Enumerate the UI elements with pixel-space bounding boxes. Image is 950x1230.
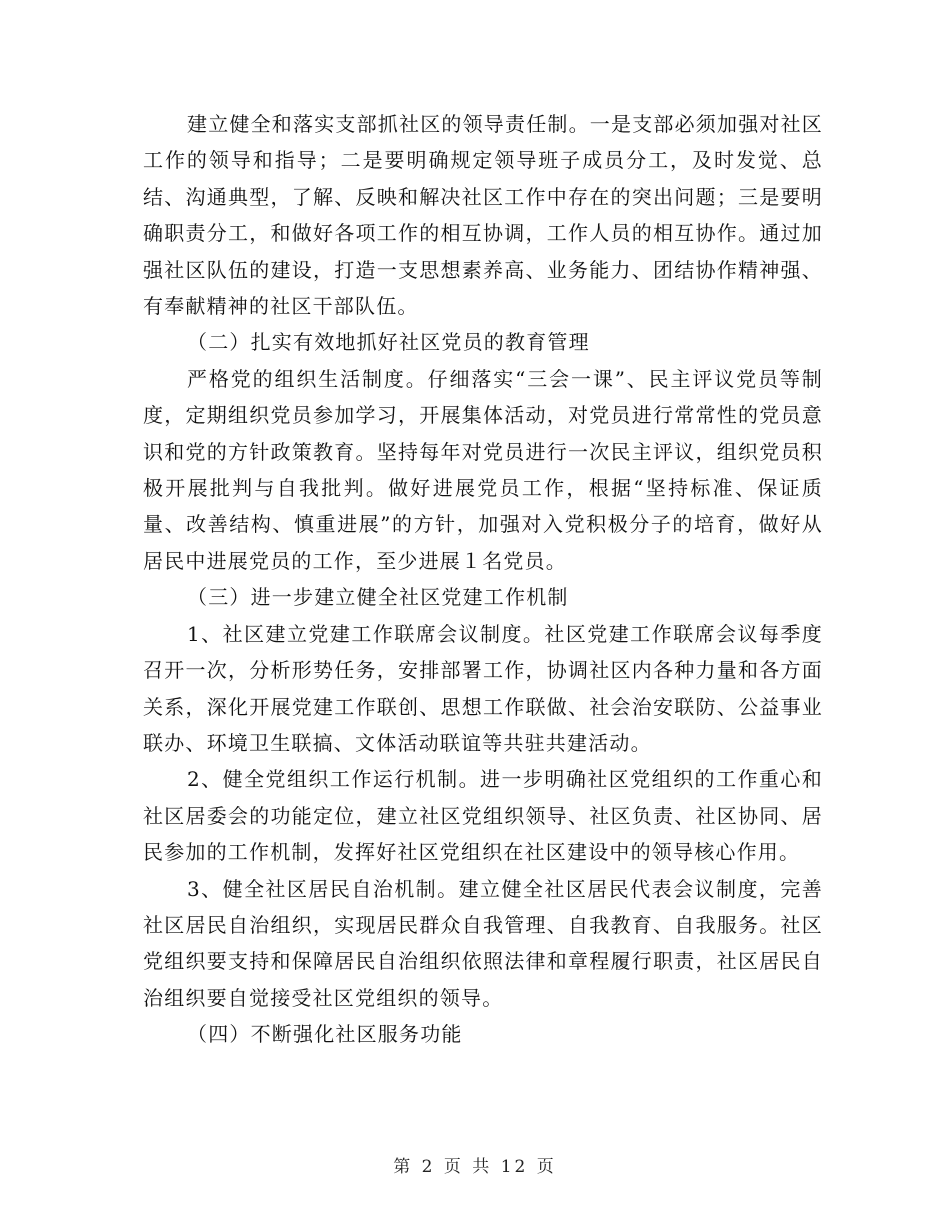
page-footer xyxy=(0,1152,950,1177)
document-body xyxy=(143,106,823,1053)
paragraph-organizational-life: 严格党的组织生活制度。仔细落实“三会一课”、民主评议党员等制度，定期组织党员参加学习，开展集体活动，对党员进行常常性的党员意识和党的方针政策教育。坚持每年对党员进行一次民主评议，组织党员积极开展批判与自我批判。做好进展党员工作，根据“坚持标准、保证质量、改善结构、慎重进展”的方针，加强对入党积极分子的培育，做好从居民中进展党员的工作，至少进展１名党员。 xyxy=(143,366,823,573)
section-heading-4: （四）不断强化社区服务功能 xyxy=(187,1022,463,1047)
paragraph-joint-meeting: 1、社区建立党建工作联席会议制度。社区党建工作联席会议每季度召开一次，分析形势任务，安排部署工作，协调社区内各种力量和各方面关系，深化开展党建工作联创、思想工作联做、社会治安联防、公益事业联办、环境卫生联搞、文体活动联谊等共驻共建活动。 xyxy=(143,621,823,755)
section-heading-3: （三）进一步建立健全社区党建工作机制 xyxy=(187,585,569,610)
paragraph-leadership-responsibility: 建立健全和落实支部抓社区的领导责任制。一是支部必须加强对社区工作的领导和指导；二是要明确规定领导班子成员分工，及时发觉、总结、沟通典型，了解、反映和解决社区工作中存在的突出问题；三是要明确职责分工，和做好各项工作的相互协调，工作人员的相互协作。通过加强社区队伍的建设，打造一支思想素养高、业务能力、团结协作精神强、有奉献精神的社区干部队伍。 xyxy=(143,112,823,319)
paragraph-operation-mechanism: 2、健全党组织工作运行机制。进一步明确社区党组织的工作重心和社区居委会的功能定位，建立社区党组织领导、社区负责、社区协同、居民参加的工作机制，发挥好社区党组织在社区建设中的领导核心作用。 xyxy=(143,767,823,865)
section-heading-2: （二）扎实有效地抓好社区党员的教育管理 xyxy=(187,330,590,355)
paragraph-self-governance: 3、健全社区居民自治机制。建立健全社区居民代表会议制度，完善社区居民自治组织，实现居民群众自我管理、自我教育、自我服务。社区党组织要支持和保障居民自治组织依照法律和章程履行职责，社区居民自治组织要自觉接受社区党组织的领导。 xyxy=(143,876,823,1010)
page-number-label: 第 2 页 共 12 页 xyxy=(393,1157,557,1177)
